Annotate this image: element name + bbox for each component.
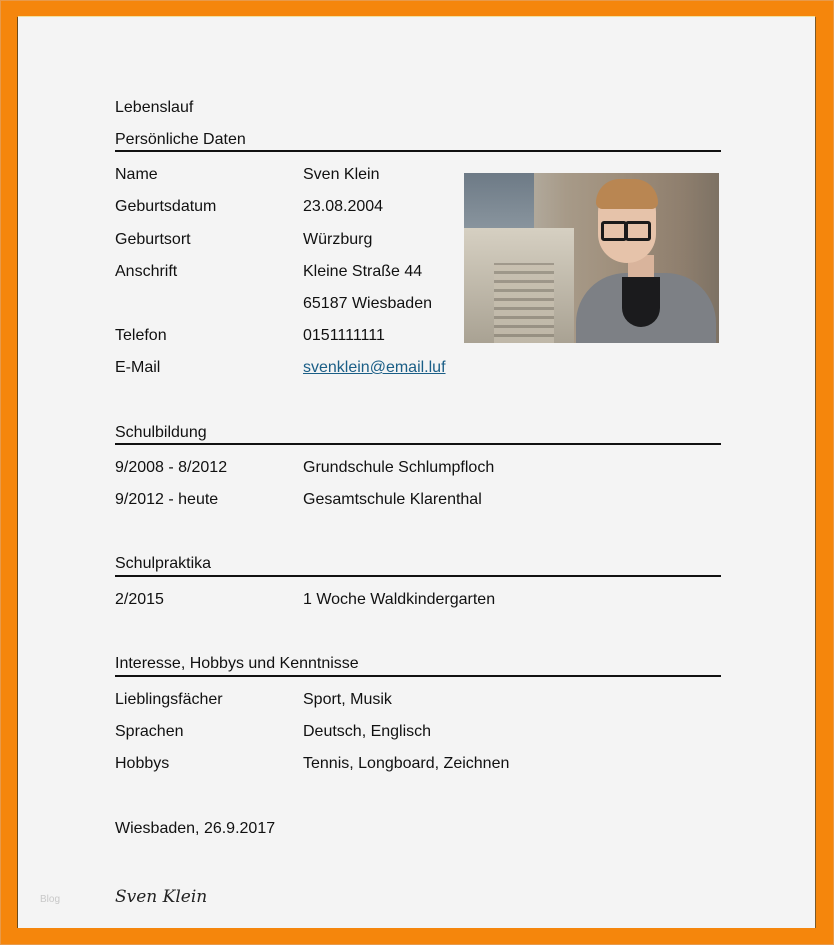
row-label: 9/2008 - 8/2012 (115, 459, 228, 476)
row-value: Gesamtschule Klarenthal (303, 491, 482, 508)
portrait-photo (464, 173, 719, 343)
row-value: Tennis, Longboard, Zeichnen (303, 755, 510, 772)
row-label: Name (115, 166, 158, 183)
signature: Sven Klein (115, 887, 208, 907)
row-value: Grundschule Schlumpfloch (303, 459, 495, 476)
row-label: Geburtsdatum (115, 198, 217, 215)
section-divider (115, 675, 721, 677)
row-label: E-Mail (115, 359, 161, 376)
row-label: Lieblingsfächer (115, 691, 223, 708)
section-divider (115, 443, 721, 445)
section-heading-internships: Schulpraktika (115, 555, 212, 572)
row-value: Deutsch, Englisch (303, 723, 432, 740)
row-value: 65187 Wiesbaden (303, 295, 432, 312)
row-label: Hobbys (115, 755, 170, 772)
document-title: Lebenslauf (115, 99, 194, 116)
row-label: 2/2015 (115, 591, 164, 608)
row-value: 23.08.2004 (303, 198, 384, 215)
section-divider (115, 150, 721, 152)
row-value: Würzburg (303, 231, 373, 248)
row-label: Sprachen (115, 723, 184, 740)
row-value: Sven Klein (303, 166, 380, 183)
row-label: Anschrift (115, 263, 178, 280)
email-link[interactable]: svenklein@email.luf (303, 359, 446, 376)
row-value: 0151111111 (303, 327, 385, 344)
section-divider (115, 575, 721, 577)
row-value: Sport, Musik (303, 691, 392, 708)
row-label: 9/2012 - heute (115, 491, 219, 508)
section-heading-personal: Persönliche Daten (115, 131, 246, 148)
section-heading-school: Schulbildung (115, 424, 207, 441)
watermark: Blog (40, 894, 61, 905)
place-date: Wiesbaden, 26.9.2017 (115, 820, 276, 837)
row-label: Geburtsort (115, 231, 191, 248)
section-heading-interests: Interesse, Hobbys und Kenntnisse (115, 655, 359, 672)
row-value: 1 Woche Waldkindergarten (303, 591, 496, 608)
row-value: Kleine Straße 44 (303, 263, 423, 280)
row-label: Telefon (115, 327, 167, 344)
resume-page (18, 17, 815, 928)
